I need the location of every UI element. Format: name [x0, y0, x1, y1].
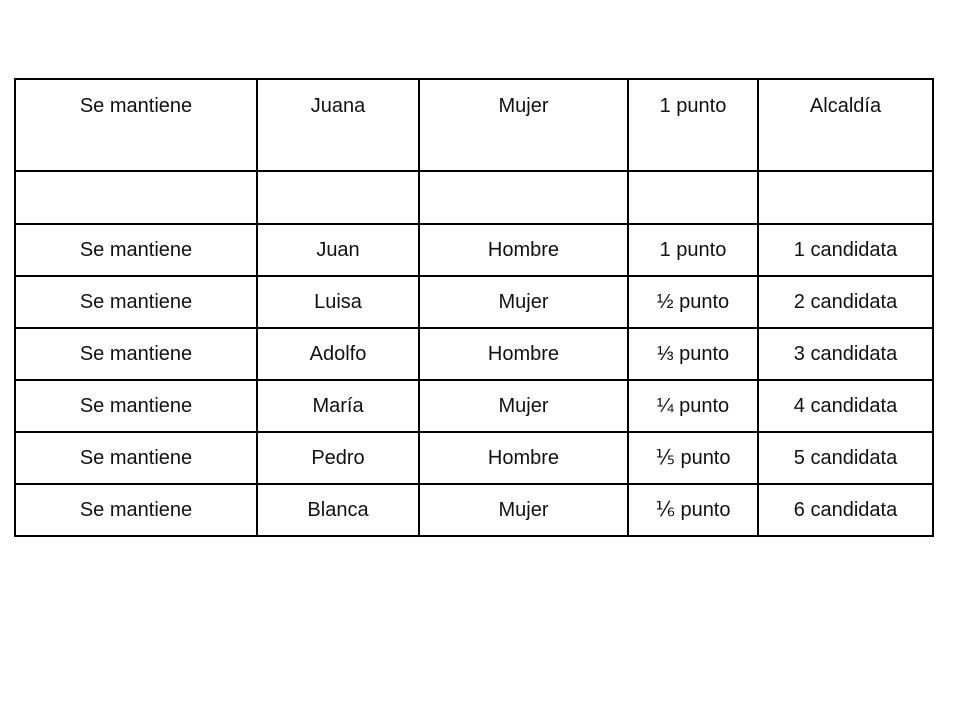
table-cell: 1 candidata — [758, 224, 933, 276]
table-cell: 4 candidata — [758, 380, 933, 432]
table-cell: Juana — [257, 79, 419, 171]
table-cell: Mujer — [419, 79, 628, 171]
table-cell: Alcaldía — [758, 79, 933, 171]
table-cell: 1 punto — [628, 224, 758, 276]
table-cell: Blanca — [257, 484, 419, 536]
table-cell: Juan — [257, 224, 419, 276]
table-cell: 3 candidata — [758, 328, 933, 380]
table-cell: Mujer — [419, 484, 628, 536]
table-cell — [419, 171, 628, 224]
table-cell: 6 candidata — [758, 484, 933, 536]
table-cell: Pedro — [257, 432, 419, 484]
table-cell: Mujer — [419, 276, 628, 328]
table-cell: Se mantiene — [15, 79, 257, 171]
table-cell — [257, 171, 419, 224]
table-cell: Mujer — [419, 380, 628, 432]
table-row — [15, 276, 933, 328]
table-blank-row — [15, 171, 933, 224]
table-cell: 5 candidata — [758, 432, 933, 484]
results-table — [14, 78, 934, 537]
table-cell: Adolfo — [257, 328, 419, 380]
table-header-row — [15, 79, 933, 171]
table-cell: Se mantiene — [15, 328, 257, 380]
table-cell: Hombre — [419, 432, 628, 484]
table-cell: ⅓ punto — [628, 328, 758, 380]
table-cell: ⅙ punto — [628, 484, 758, 536]
table-cell: 1 punto — [628, 79, 758, 171]
table-cell: Hombre — [419, 224, 628, 276]
table-row — [15, 328, 933, 380]
table-row — [15, 224, 933, 276]
table-cell — [628, 171, 758, 224]
table-cell: Se mantiene — [15, 432, 257, 484]
table-cell: 2 candidata — [758, 276, 933, 328]
table-cell: Se mantiene — [15, 484, 257, 536]
table-row — [15, 484, 933, 536]
table-cell — [758, 171, 933, 224]
table-cell: Se mantiene — [15, 276, 257, 328]
table-row — [15, 432, 933, 484]
table-cell: Se mantiene — [15, 224, 257, 276]
table-cell: Se mantiene — [15, 380, 257, 432]
table-row — [15, 380, 933, 432]
table-cell: ⅕ punto — [628, 432, 758, 484]
table-cell: María — [257, 380, 419, 432]
table-cell: Luisa — [257, 276, 419, 328]
table-cell — [15, 171, 257, 224]
table-cell: ½ punto — [628, 276, 758, 328]
table-cell: ¼ punto — [628, 380, 758, 432]
table-cell: Hombre — [419, 328, 628, 380]
